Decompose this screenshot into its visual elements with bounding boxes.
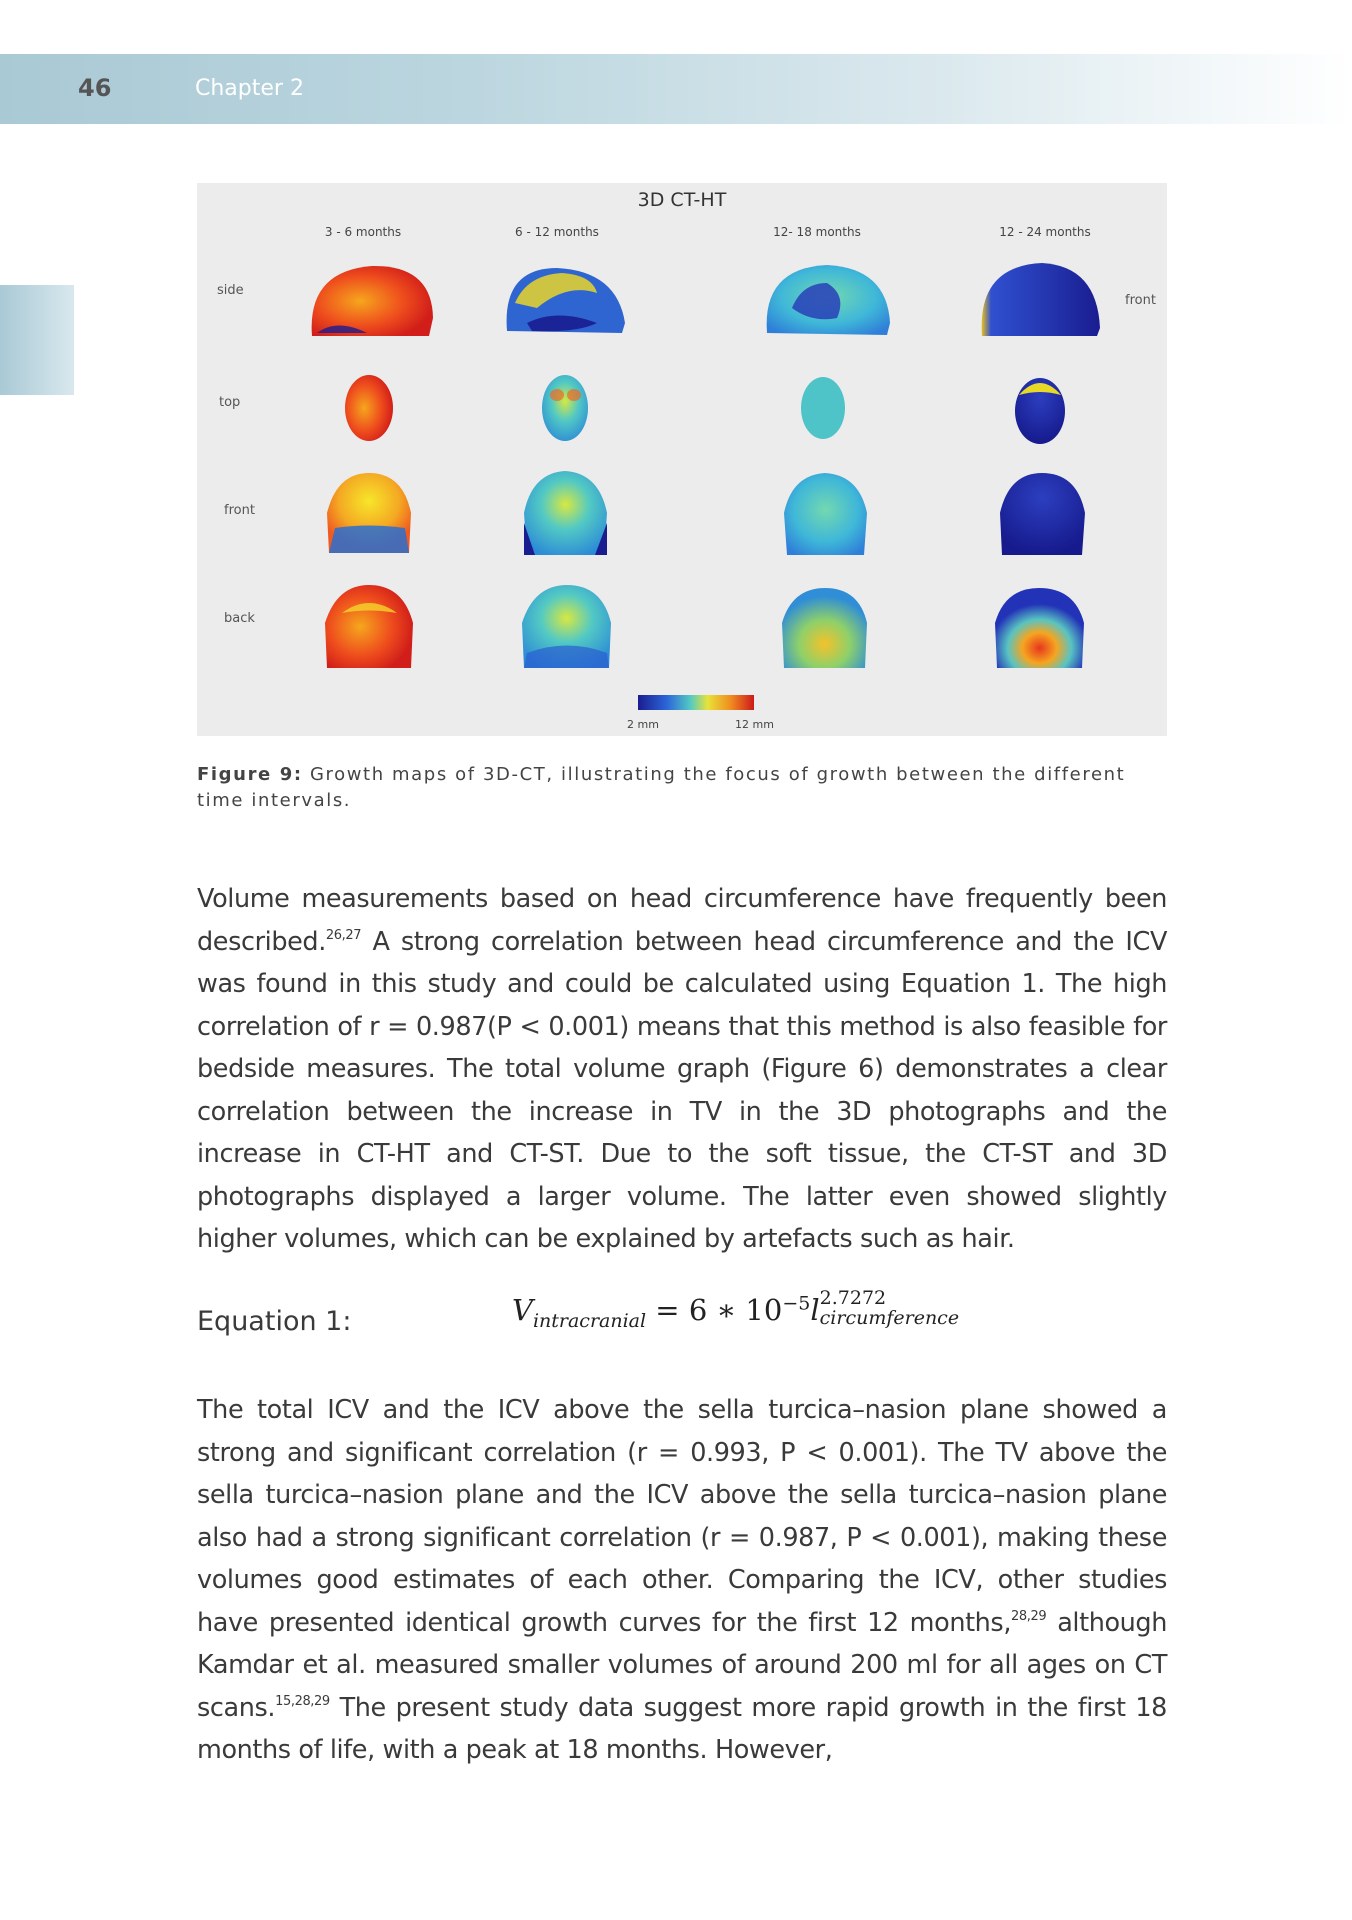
figure-caption <box>197 762 1167 814</box>
color-scale-bar <box>638 695 754 710</box>
head-top-2 <box>542 375 588 441</box>
caption-text: Growth maps of 3D-CT, illustrating the focus of growth between the different time intervals. <box>197 764 1126 811</box>
row-label: side <box>217 283 244 298</box>
head-front-3 <box>784 473 867 555</box>
column-label: 3 - 6 months <box>324 225 402 239</box>
head-side-4 <box>982 263 1100 336</box>
head-back-4 <box>995 588 1084 668</box>
paragraph-1 <box>197 878 1167 1261</box>
head-front-2 <box>524 471 607 555</box>
figure-growth-maps <box>197 183 1167 736</box>
page-number: 46 <box>78 74 112 102</box>
caption-label: Figure 9: <box>197 764 303 785</box>
head-side-1 <box>312 266 433 336</box>
paragraph-2 <box>197 1389 1167 1772</box>
text-span: although Kamdar et al. measured smaller volumes of around 200 ml for all ages on CT scans. <box>197 1607 1167 1723</box>
column-label: 6 - 12 months <box>515 225 599 239</box>
side-note-label: front <box>1125 293 1156 308</box>
head-top-1 <box>345 375 393 441</box>
text-span: Volume measurements based on head circumference have frequently been described. <box>197 884 1167 957</box>
figure-title: 3D CT-HT <box>637 189 727 211</box>
eq-var-sub: circumference <box>819 1307 960 1329</box>
figure-image <box>197 183 1167 736</box>
head-front-4 <box>1000 473 1085 555</box>
eq-lhs-sub: intracranial <box>532 1309 647 1332</box>
head-back-1 <box>325 585 413 668</box>
row-label: top <box>219 395 241 410</box>
citation: 15,28,29 <box>275 1693 330 1709</box>
citation: 26,27 <box>325 927 362 943</box>
scale-min-label: 2 mm <box>627 718 659 731</box>
head-top-3 <box>801 377 845 439</box>
eq-var: l <box>810 1293 820 1327</box>
eq-lhs: V <box>512 1293 533 1327</box>
eq-var-sup: 2.7272 <box>819 1287 887 1309</box>
eq-exponent: −5 <box>782 1292 811 1315</box>
text-span: The present study data suggest more rapid growth in the first 18 months of life, with a peak at 18 months. However, <box>197 1692 1167 1765</box>
chapter-title: Chapter 2 <box>195 76 304 101</box>
column-label: 12- 18 months <box>773 225 861 239</box>
eq-rhs: = 6 ∗ 10 <box>646 1293 783 1327</box>
text-span: A strong correlation between head circumference and the ICV was found in this study and could be calculated using Equation 1. The high correlation of r = 0.987(P < 0.001) means that this method is also feasible for bedside measures. The total volume graph (Figure 6) demonstrates a clear correlation between the increase in TV in the 3D photographs and the increase in CT-HT and CT-ST. Due to the soft tissue, the CT-ST and 3D photographs displayed a larger volume. The latter even showed slightly higher volumes, which can be explained by artefacts such as hair. <box>197 926 1167 1254</box>
row-label: back <box>224 611 255 626</box>
equation-label: Equation 1: <box>197 1306 352 1337</box>
equation-1 <box>512 1287 960 1332</box>
column-label: 12 - 24 months <box>999 225 1091 239</box>
side-tab <box>0 285 74 395</box>
head-back-3 <box>782 588 867 668</box>
row-label: front <box>224 503 255 518</box>
citation: 28,29 <box>1011 1608 1047 1624</box>
scale-max-label: 12 mm <box>735 718 774 731</box>
text-span: The total ICV and the ICV above the sella turcica–nasion plane showed a strong and significant correlation (r = 0.993, P < 0.001). The TV above the sella turcica–nasion plane and the ICV above the sella turcica–nasion plane also had a strong significant correlation (r = 0.987, P < 0.001), making these volumes good estimates of each other. Comparing the ICV, other studies have presented identical growth curves for the first 12 months, <box>197 1395 1167 1638</box>
